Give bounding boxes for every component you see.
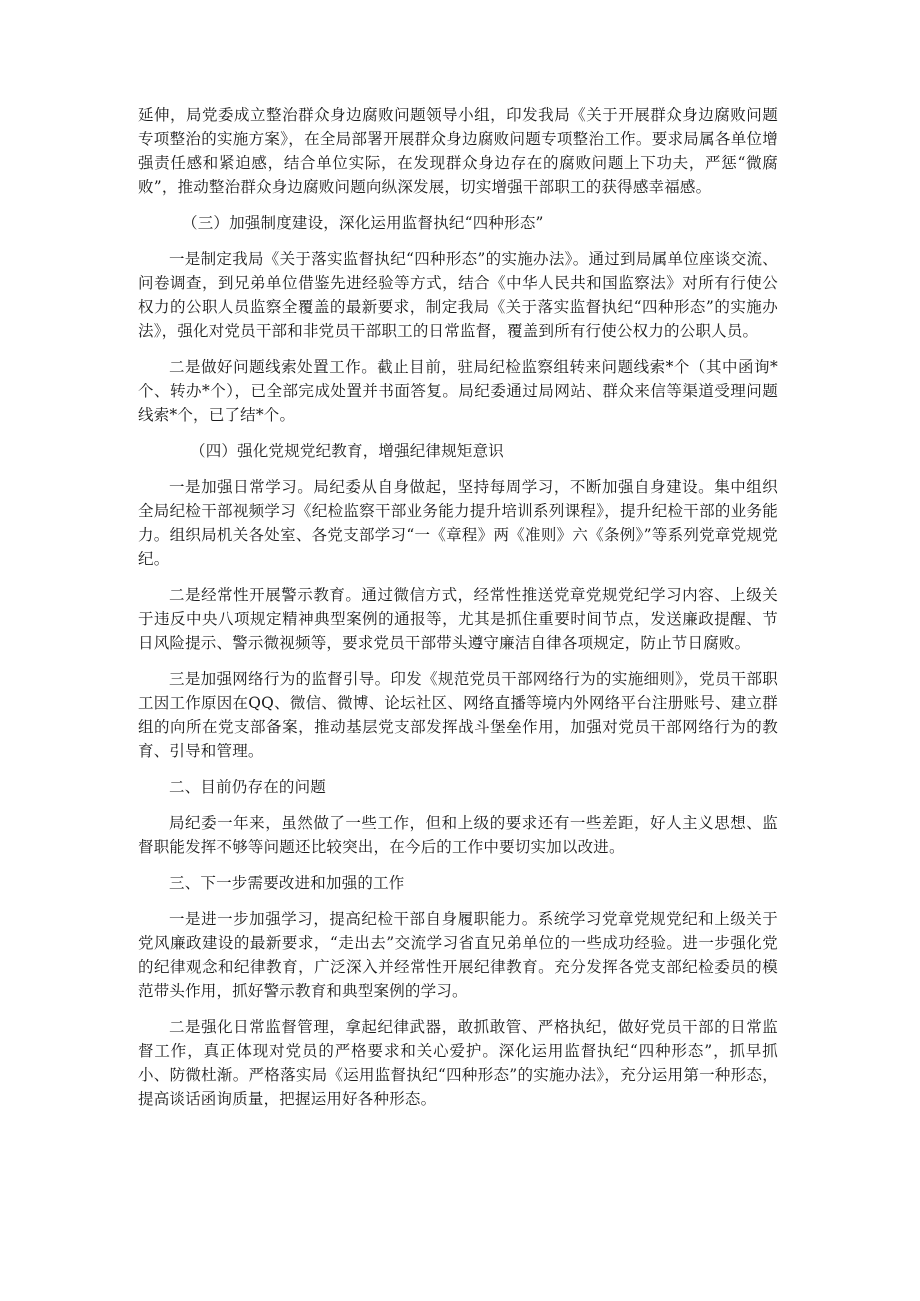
section-heading-4: （四）强化党规党纪教育，增强纪律规矩意识 [190, 442, 505, 460]
section-heading-problems: 二、目前仍存在的问题 [169, 778, 327, 796]
paragraph-next-study: 一是进一步加强学习，提高纪检干部自身履职能力。系统学习党章党规党纪和上级关于党风廉政建设的最新要求，“走出去”交流学习省直兄弟单位的一些成功经验。进一步强化党的纪律观念和纪律教育，广泛深入并经常性开展纪律教育。充分发挥各党支部纪检委员的模范带头作用，抓好警示教育和典型案例的学习。 [138, 910, 778, 1000]
document-page [138, 103, 778, 1123]
paragraph-next-supervision: 二是强化日常监督管理，拿起纪律武器，敢抓敢管、严格执纪，做好党员干部的日常监督工作，真正体现对党员的严格要求和关心爱护。深化运用监督执纪“四种形态”，抓早抓小、防微杜渐。严格落实局《运用监督执纪“四种形态”的实施办法》，充分运用第一种形态，提高谈话函询质量，把握运用好各种形态。 [138, 1018, 778, 1108]
paragraph-daily-study: 一是加强日常学习。局纪委从自身做起，坚持每周学习，不断加强自身建设。集中组织全局纪检干部视频学习《纪检监察干部业务能力提升培训系列课程》，提升纪检干部的业务能力。组织局机关各处室、各党支部学习“一《章程》两《准则》六《条例》”等系列党章党规党纪。 [138, 478, 778, 568]
paragraph-warning-education: 二是经常性开展警示教育。通过微信方式，经常性推送党章党规党纪学习内容、上级关于违反中央八项规定精神典型案例的通报等，尤其是抓住重要时间节点，发送廉政提醒、节日风险提示、警示微视频等，要求党员干部带头遵守廉洁自律各项规定，防止节日腐败。 [138, 586, 778, 652]
paragraph-network-supervision: 三是加强网络行为的监督引导。印发《规范党员干部网络行为的实施细则》，党员干部职工因工作原因在QQ、微信、微博、论坛社区、网络直播等境内外网络平台注册账号、建立群组的向所在党支部备案，推动基层党支部发挥战斗堡垒作用，加强对党员干部网络行为的教育、引导和管理。 [138, 670, 778, 760]
paragraph-four-forms-measures: 一是制定我局《关于落实监督执纪“四种形态”的实施办法》。通过到局属单位座谈交流、问卷调查，到兄弟单位借鉴先进经验等方式，结合《中华人民共和国监察法》对所有行使公权力的公职人员监察全覆盖的最新要求，制定我局《关于落实监督执纪“四种形态”的实施办法》，强化对党员干部和非党员干部职工的日常监督，覆盖到所有行使公权力的公职人员。 [138, 250, 778, 340]
section-heading-next-steps: 三、下一步需要改进和加强的工作 [169, 874, 405, 892]
paragraph-problems: 局纪委一年来，虽然做了一些工作，但和上级的要求还有一些差距，好人主义思想、监督职能发挥不够等问题还比较突出，在今后的工作中要切实加以改进。 [138, 814, 778, 856]
paragraph-continuation: 延伸，局党委成立整治群众身边腐败问题领导小组，印发我局《关于开展群众身边腐败问题专项整治的实施方案》，在全局部署开展群众身边腐败问题专项整治工作。要求局属各单位增强责任感和紧迫感，结合单位实际，在发现群众身边存在的腐败问题上下功夫，严惩“微腐败”，推动整治群众身边腐败问题向纵深发展，切实增强干部职工的获得感幸福感。 [138, 106, 778, 196]
paragraph-clue-handling: 二是做好问题线索处置工作。截止目前，驻局纪检监察组转来问题线索*个（其中函询*个、转办*个），已全部完成处置并书面答复。局纪委通过局网站、群众来信等渠道受理问题线索*个，已了结*个。 [138, 358, 778, 424]
section-heading-3: （三）加强制度建设，深化运用监督执纪“四种形态” [182, 214, 544, 232]
